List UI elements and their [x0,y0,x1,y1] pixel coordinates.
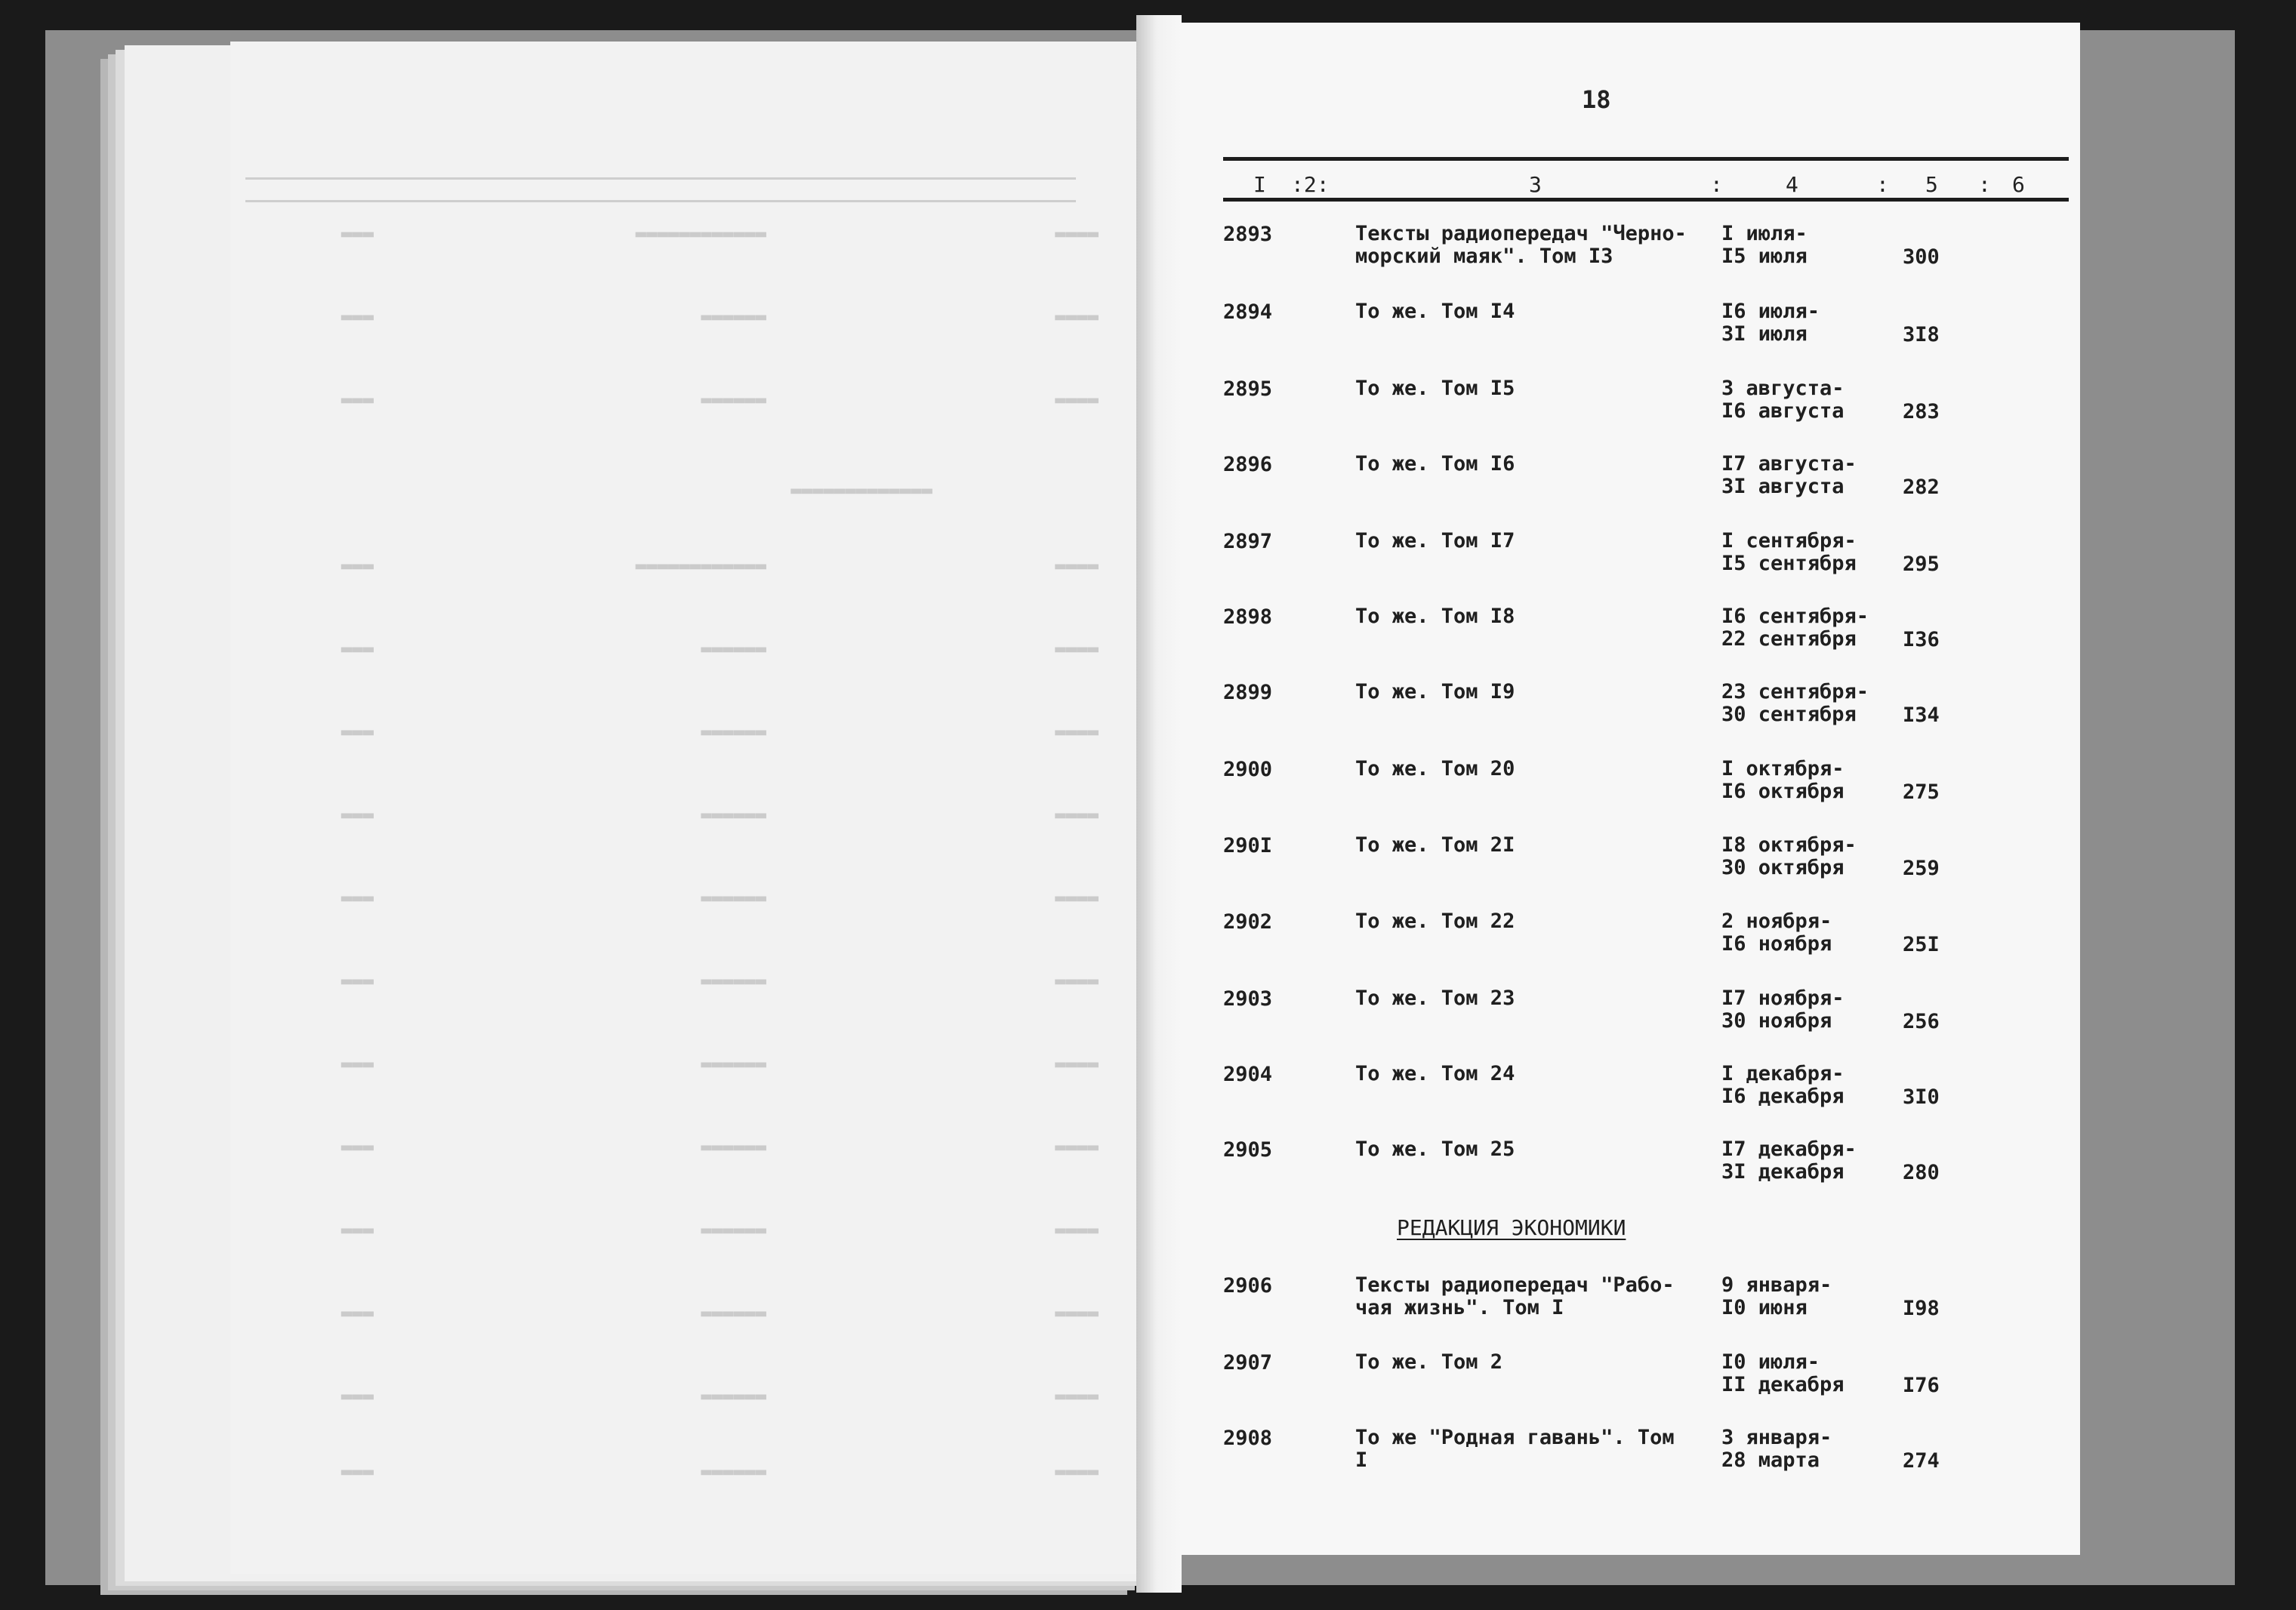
left-page-show-through: ▬▬▬▬ ▬▬▬▬▬▬▬▬▬▬▬▬ ▬▬▬ ▬▬▬▬ ▬▬▬▬▬▬ ▬▬▬ ▬▬▬▬ ▬▬▬▬▬▬ ▬▬▬ ▬▬▬▬▬▬▬▬▬▬▬▬▬ ▬▬▬▬ ▬▬▬▬▬▬▬▬▬▬▬▬ ▬▬▬ ▬▬▬▬ ▬▬▬▬▬▬ ▬▬▬ ▬▬▬▬ ▬▬▬▬▬▬ ▬▬▬ ▬▬▬▬ ▬▬▬▬▬▬ ▬▬▬ ▬▬▬▬ ▬▬▬▬▬▬ ▬▬▬ ▬▬▬▬ ▬▬▬▬▬▬ ▬▬▬ ▬▬▬▬ ▬▬▬▬▬▬ ▬▬▬ ▬▬▬▬ ▬▬▬▬▬▬ ▬▬▬ ▬▬▬▬ ▬▬▬▬▬▬ ▬▬▬ ▬▬▬▬ ▬▬▬▬▬▬ ▬▬▬ ▬▬▬▬ ▬▬▬▬▬▬ ▬▬▬ ▬▬▬▬ ▬▬▬▬▬▬ ▬▬▬ [230,42,1159,1574]
header-rule-top [1223,157,2069,161]
col-header-5: 5 [1925,172,1938,197]
item-title: То же. Том 24 [1355,1062,1515,1085]
item-number: 2904 [1223,1063,1273,1086]
item-dates [1721,1351,1903,1396]
date-to: I6 декабря [1721,1085,1845,1108]
date-to: 28 марта [1721,1448,1820,1472]
item-dates [1721,1138,1903,1184]
table-row [0,1351,2296,1411]
date-from: I декабря- [1721,1062,1845,1085]
table-row [0,758,2296,818]
item-pages: 282 [1903,476,1940,499]
item-pages: 275 [1903,780,1940,804]
item-title: То же. Том 23 [1355,987,1515,1010]
item-dates [1721,910,1903,956]
item-number: 2907 [1223,1351,1273,1375]
col-header-2: :2: [1291,172,1330,197]
item-pages: I98 [1903,1297,1940,1320]
date-to: I0 июня [1721,1296,1808,1319]
item-pages: 283 [1903,400,1940,423]
date-from: 2 ноября- [1721,910,1832,933]
item-pages: 256 [1903,1010,1940,1033]
col-header-4: 4 [1786,172,1798,197]
item-title: То же. Том 20 [1355,757,1515,780]
item-title: Тексты радиопередач "Рабо-чая жизнь". Том I [1355,1273,1675,1319]
date-to: II декабря [1721,1373,1845,1396]
header-rule-bottom [1223,198,2069,202]
col-header-sep: : [1978,172,1991,197]
item-title: То же. Том I4 [1355,300,1515,323]
date-to: I6 августа [1721,399,1845,423]
item-pages: I34 [1903,703,1940,727]
table-row [0,1138,2296,1199]
table-row [0,987,2296,1048]
table-row [0,910,2296,971]
col-header-sep: : [1876,172,1889,197]
item-number: 2896 [1223,453,1273,476]
item-title: То же. Том I9 [1355,680,1515,703]
col-header-3: 3 [1529,172,1542,197]
date-from: I7 декабря- [1721,1137,1857,1161]
page-number: 18 [1582,85,1611,114]
date-to: 30 сентября [1721,703,1857,726]
table-row [0,453,2296,513]
item-dates [1721,758,1903,803]
table-row [0,605,2296,666]
date-from: I июля- [1721,222,1808,245]
item-number: 2900 [1223,758,1273,781]
item-title: То же. Том I6 [1355,452,1515,476]
item-title: То же. Том 25 [1355,1137,1515,1161]
section-heading: РЕДАКЦИЯ ЭКОНОМИКИ [1397,1215,1626,1240]
date-from: I сентября- [1721,529,1857,553]
item-number: 2902 [1223,910,1273,934]
item-number: 2894 [1223,300,1273,324]
date-from: 3 августа- [1721,377,1845,400]
table-row [0,1274,2296,1334]
item-pages: 295 [1903,553,1940,576]
item-number: 2905 [1223,1138,1273,1162]
item-number: 290I [1223,834,1273,857]
date-to: I5 сентября [1721,552,1857,575]
item-pages: 25I [1903,933,1940,956]
item-dates [1721,377,1903,423]
item-pages: 274 [1903,1449,1940,1473]
item-title: То же. Том I8 [1355,605,1515,628]
item-pages: 259 [1903,857,1940,880]
date-to: I6 ноября [1721,932,1832,956]
item-number: 2899 [1223,681,1273,704]
table-row [0,681,2296,741]
item-dates [1721,605,1903,651]
item-title: То же. Том 2 [1355,1350,1503,1374]
item-title: То же. Том 2I [1355,833,1515,857]
col-header-sep: : [1710,172,1723,197]
col-header-1: I [1253,172,1266,197]
col-header-6: 6 [2012,172,2025,197]
item-number: 2898 [1223,605,1273,629]
table-row [0,377,2296,438]
item-title: Тексты радиопередач "Черно-морский маяк". Том I3 [1355,222,1687,268]
table-row [0,1063,2296,1123]
date-to: 22 сентября [1721,627,1857,651]
date-to: I5 июля [1721,245,1808,268]
item-dates [1721,681,1903,726]
table-row [0,223,2296,283]
item-title: То же. Том I5 [1355,377,1515,400]
table-row [0,530,2296,590]
item-number: 2908 [1223,1427,1273,1450]
item-number: 2893 [1223,223,1273,246]
item-pages: I76 [1903,1374,1940,1397]
date-from: I8 октября- [1721,833,1857,857]
item-pages: 3I0 [1903,1085,1940,1109]
date-from: I7 ноября- [1721,987,1845,1010]
item-dates [1721,987,1903,1033]
item-number: 2906 [1223,1274,1273,1298]
date-to: I6 октября [1721,780,1845,803]
table-row [0,1427,2296,1487]
date-to: 3I июля [1721,322,1808,346]
item-title: То же "Родная гавань". Том I [1355,1426,1675,1472]
table-row [0,300,2296,361]
date-from: I7 августа- [1721,452,1857,476]
item-dates [1721,300,1903,346]
date-from: I0 июля- [1721,1350,1820,1374]
item-pages: I36 [1903,628,1940,651]
item-title: То же. Том I7 [1355,529,1515,553]
item-number: 2897 [1223,530,1273,553]
date-from: I октября- [1721,757,1845,780]
date-to: 3I декабря [1721,1160,1845,1184]
item-pages: 280 [1903,1161,1940,1184]
item-title: То же. Том 22 [1355,910,1515,933]
item-number: 2895 [1223,377,1273,401]
date-to: 30 ноября [1721,1009,1832,1033]
item-dates [1721,1063,1903,1108]
date-from: 9 января- [1721,1273,1832,1297]
item-dates [1721,1274,1903,1319]
date-from: I6 июля- [1721,300,1820,323]
table-row [0,834,2296,894]
date-from: 3 января- [1721,1426,1832,1449]
item-dates [1721,834,1903,879]
date-to: 30 октября [1721,856,1845,879]
item-number: 2903 [1223,987,1273,1011]
item-dates [1721,1427,1903,1472]
date-from: I6 сентября- [1721,605,1869,628]
item-dates [1721,530,1903,575]
item-pages: 300 [1903,245,1940,269]
item-dates [1721,453,1903,498]
item-dates [1721,223,1903,268]
date-from: 23 сентября- [1721,680,1869,703]
item-pages: 3I8 [1903,323,1940,346]
date-to: 3I августа [1721,475,1845,498]
